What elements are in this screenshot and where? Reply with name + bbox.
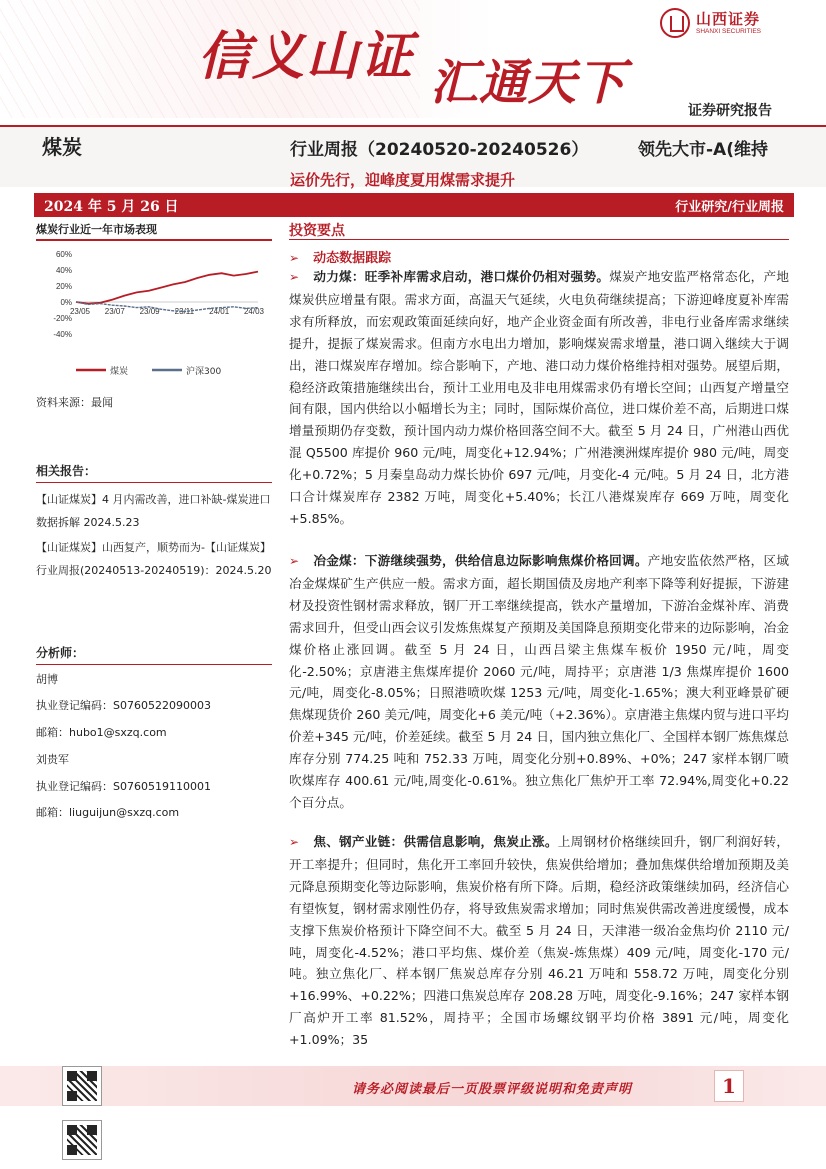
bullet-arrow-icon: ➢ <box>289 835 300 849</box>
logo-icon <box>660 8 690 38</box>
paragraph-body: 上周钢材价格继续回升，钢厂利润好转，开工率提升；但同时，焦化开工率回升较快，焦炭供给增加；叠加焦煤供给增加预期及美元降息预期变化等边际影响，焦炭价格有所下降。后期，稳经济政策继续加码，经济信心有望恢复，钢材需求刚性仍存，将导致焦炭需求增加；同时焦炭供需改善进度缓慢，成本支撑下焦炭价格预计下降空间不大。截至 5 月 24 日，天津港一级冶金焦均价 2110 元/吨，周变化-4.52%；港口平均焦、煤价差（焦炭-炼焦煤）409 元/吨，周变化-170 元/吨。独立焦化厂、样本钢厂焦炭总库存分别 46.21 万吨和 558.72 万吨，周变化分别+16.99%、+0.22%；四港口焦炭总库存 208.28 万吨，周变化-9.16%；247 家样本钢厂高炉开工率 81.52%，周持平；全国市场螺纹钢平均价格 3891 元/吨，周变化+1.09%；35 <box>289 834 790 1048</box>
page-header <box>0 0 826 128</box>
company-logo <box>660 6 790 42</box>
chart-source: 资料来源：最闻 <box>36 396 113 409</box>
related-report-item[interactable]: 【山证煤炭】4 月内需改善，进口补缺-煤炭进口数据拆解 2024.5.23 <box>36 493 271 529</box>
footer-disclaimer: 请务必阅读最后一页股票评级说明和免责声明 <box>352 1082 633 1097</box>
title-row <box>0 127 826 187</box>
related-reports-title: 相关报告： <box>36 462 272 483</box>
legend-label: 煤炭 <box>110 367 129 377</box>
paragraph-lead: 冶金煤：下游继续强势，供给信息边际影响焦煤价格回调。 <box>313 553 648 568</box>
section-heading-text: 动态数据跟踪 <box>313 251 392 266</box>
report-title: 行业周报（20240520-20240526） <box>290 140 589 160</box>
y-tick-label: 60% <box>55 250 72 259</box>
chart-title: 煤炭行业近一年市场表现 <box>36 221 272 241</box>
paragraph-coke-steel <box>289 831 789 1051</box>
y-tick-label: -40% <box>53 330 72 339</box>
date-bar <box>34 193 794 217</box>
bullet-arrow-icon: ➢ <box>289 270 300 284</box>
rating: 领先大市-A(维持 <box>638 140 768 160</box>
analyst-license: 执业登记编码：S0760522090003 <box>36 699 211 712</box>
paragraph-body: 煤炭产地安监严格常态化，产地煤炭供应增量有限。需求方面，高温天气延续，火电负荷继续提高；下游迎峰度夏补库需求有所释放，而宏观政策面延续向好，地产企业资金面有所改善，非电行业备库需求继续提升，提振了煤炭需求。但南方水电出力增加，影响煤炭需求增量，港口调入继续大于调出，港口煤炭库存增加。综合影响下，产地、港口动力煤价格维持相对强势。展望后期，稳经济政策措施继续出台，预计工业用电及非电用煤需求仍有增长空间；山西复产增量空间有限，国内供给以小幅增长为主；同时，国际煤价高位，进口煤价差不高，后期进口煤增量预期仍存变数，预计国内动力煤价格回落空间不大。截至 5 月 24 日，广州港山西优混 Q5500 库提价 960 元/吨，周变化+12.94%；广州港澳洲煤库提价 980 元/吨，周变化+0.72%；5 月秦皇岛动力煤长协价 697 元/吨，月变化-4 元/吨。5 月 24 日，北方港口合计煤炭库存 2382 万吨，周变化+5.40%；长江八港煤炭库存 669 万吨，周变化+5.85%。 <box>289 269 790 526</box>
analyst-email[interactable]: 邮箱：hubo1@sxzq.com <box>36 726 167 739</box>
investment-rule <box>289 239 789 240</box>
bullet-arrow-icon: ➢ <box>289 251 300 265</box>
report-type: 证券研究报告 <box>688 103 772 119</box>
series-line <box>76 302 258 312</box>
section-heading <box>289 247 391 266</box>
market-performance-chart <box>36 242 272 382</box>
x-tick-label: 23/07 <box>104 307 125 316</box>
bullet-arrow-icon: ➢ <box>289 554 300 568</box>
paragraph-thermal-coal <box>289 266 789 530</box>
paragraph-lead: 焦、钢产业链：供需信息影响，焦炭止涨。 <box>313 834 558 849</box>
page-number: 1 <box>714 1070 744 1102</box>
report-date: 2024 年 5 月 26 日 <box>44 199 179 215</box>
x-tick-label: 24/01 <box>209 307 230 316</box>
x-tick-label: 23/05 <box>69 307 91 316</box>
related-report-item[interactable]: 【山证煤炭】山西复产，顺势而为-【山证煤炭】行业周报(20240513-20240519)：2024.5.20 <box>36 541 272 577</box>
logo-name-cn: 山西证券 <box>696 11 761 28</box>
legend-label: 沪深300 <box>186 367 222 377</box>
page-footer <box>0 1062 826 1169</box>
sector-name: 煤炭 <box>42 135 82 159</box>
investment-title: 投资要点 <box>289 223 345 239</box>
qr-code-icon <box>62 1120 102 1160</box>
logo-name-en: SHANXI SECURITIES <box>696 28 762 35</box>
slogan-part2: 汇通天下 <box>430 55 627 111</box>
slogan-part1: 信义山证 <box>198 26 415 87</box>
y-tick-label: 40% <box>55 266 72 275</box>
report-category: 行业研究/行业周报 <box>675 200 784 215</box>
report-subtitle: 运价先行，迎峰度夏用煤需求提升 <box>290 171 516 189</box>
y-tick-label: 0% <box>60 298 72 307</box>
paragraph-lead: 动力煤：旺季补库需求启动，港口煤价仍相对强势。 <box>313 269 610 284</box>
analysts-title: 分析师： <box>36 644 272 665</box>
series-line <box>76 272 258 304</box>
x-tick-label: 24/03 <box>243 307 265 316</box>
x-tick-label: 23/09 <box>139 307 160 316</box>
analyst-email[interactable]: 邮箱：liuguijun@sxzq.com <box>36 806 180 819</box>
analyst-name: 胡博 <box>36 673 58 686</box>
x-tick-label: 23/11 <box>174 307 195 316</box>
y-tick-label: -20% <box>53 314 72 323</box>
paragraph-body: 产地安监依然严格，区域冶金煤煤矿生产供应一般。需求方面，超长期国债及房地产利率下降等利好提振，下游建材及投资性钢材需求释放，钢厂开工率继续提高，铁水产量增加，下游冶金煤补库、消费需求回升，但受山西会议引发炼焦煤复产预期及美国降息预期变化带来的边际影响，冶金煤价格止涨回调。截至 5 月 24 日，山西吕梁主焦煤车板价 1950 元/吨，周变化-2.50%；京唐港主焦煤库提价 2060 元/吨，周持平；京唐港 1/3 焦煤库提价 1600 元/吨，周变化-8.05%；日照港喷吹煤 1253 元/吨，周变化-1.65%；澳大利亚峰景矿硬焦煤现货价 260 美元/吨，周变化+6 美元/吨（+2.36%）。京唐港主焦煤内贸与进口平均价差+345 元/吨，价差延续。截至 5 月 24 日，国内独立焦化厂、全国样本钢厂炼焦煤总库存分别 774.25 吨和 752.33 万吨，周变化分别+0.89%、+0%；247 家样本钢厂喷吹煤库存 400.61 元/吨,周变化-0.61%。独立焦化厂焦炉开工率 72.94%,周变化+0.22 个百分点。 <box>289 553 790 810</box>
paragraph-coking-coal <box>289 550 789 814</box>
analyst-license: 执业登记编码：S0760519110001 <box>36 780 211 793</box>
y-tick-label: 20% <box>55 282 72 291</box>
qr-code-icon <box>62 1066 102 1106</box>
analyst-name: 刘贵军 <box>36 753 69 766</box>
